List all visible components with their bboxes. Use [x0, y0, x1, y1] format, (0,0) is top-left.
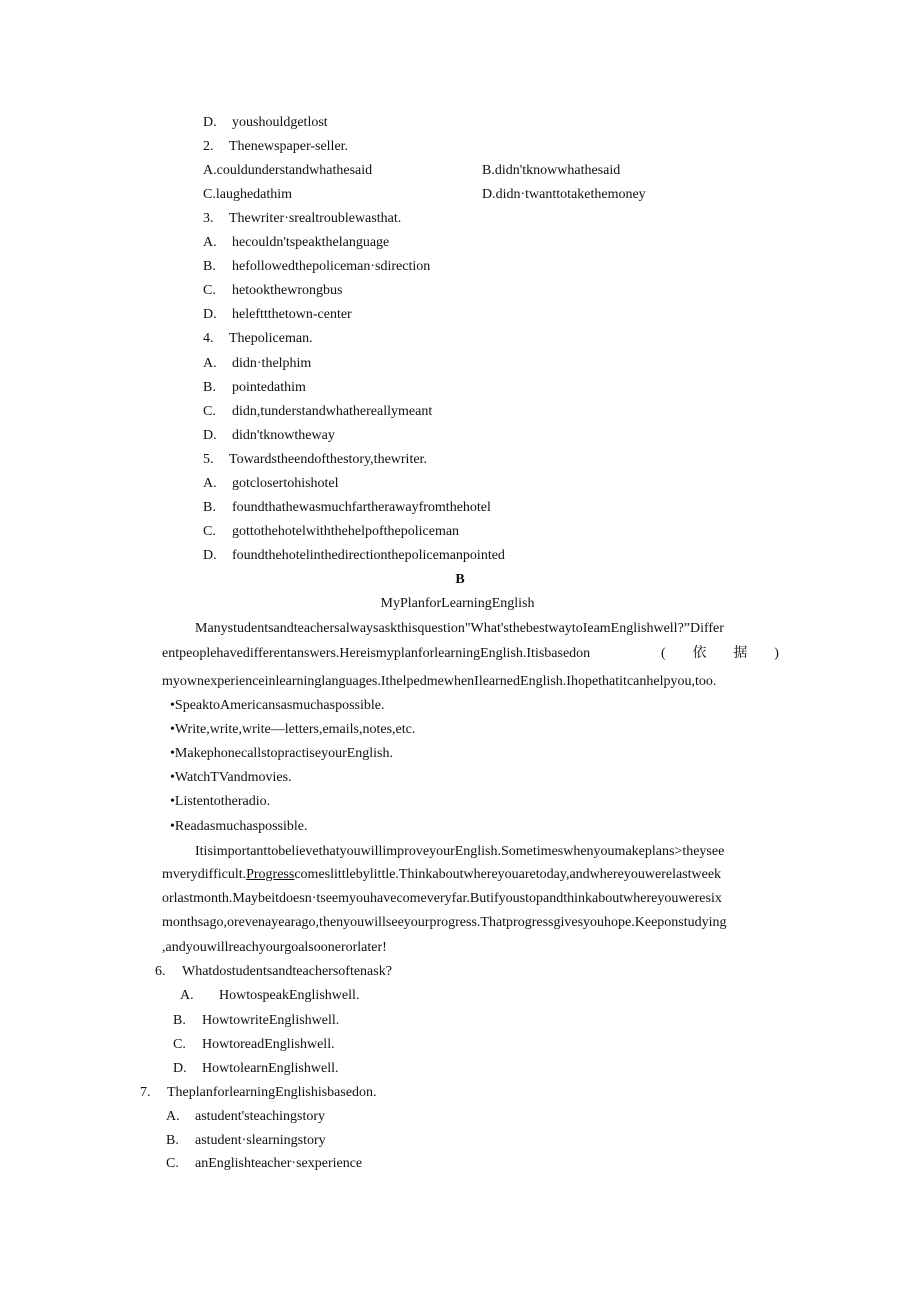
option-letter: D. [203, 307, 217, 322]
option-letter: D. [203, 115, 217, 130]
option-text: HowtospeakEnglishwell. [219, 988, 360, 1003]
bullet-item: •MakephonecallstopractiseyourEnglish. [170, 746, 394, 761]
question-number: 5. [203, 452, 214, 467]
option-text: didn·thelphim [232, 356, 312, 371]
question-text: Thewriter·srealtroublewasthat. [229, 211, 402, 226]
q3-option-d [203, 306, 352, 324]
bullet-item: •Listentotheradio. [170, 794, 271, 809]
q3-option-b [203, 258, 430, 276]
paragraph-line: myownexperienceinlearninglanguages.IthelpedmewhenIlearnedEnglish.Ihopethatitcanhelpyou,too. [162, 674, 717, 689]
option-letter: C. [203, 283, 216, 298]
question-text: Whatdostudentsandteachersoftenask? [182, 964, 392, 979]
q7-option-a [166, 1108, 325, 1126]
option-letter: B. [203, 380, 216, 395]
q2-option-a: A.couldunderstandwhathesaid [203, 163, 373, 178]
bullet-item: •SpeaktoAmericansasmuchaspossible. [170, 698, 385, 713]
text-run: comeslittlebylittle.Thinkaboutwhereyouaretoday,andwhereyouwerelastweek [294, 867, 722, 882]
option-text: hetookthewrongbus [232, 283, 343, 298]
option-text: hefollowedthepoliceman·sdirection [232, 259, 431, 274]
option-text: didn,tunderstandwhathereallymeant [232, 404, 433, 419]
paragraph-line: monthsago,orevenayearago,thenyouwillseeyourprogress.Thatprogressgivesyouhope.Keeponstudying [162, 915, 727, 930]
q4-stem [203, 330, 313, 348]
bullet-item: •Write,write,write—letters,emails,notes,etc. [170, 722, 416, 737]
q5-option-a [203, 475, 339, 493]
q6-option-d [173, 1060, 338, 1078]
option-text: gottothehotelwiththehelpofthepoliceman [232, 524, 460, 539]
q4-option-a [203, 355, 311, 373]
q4-option-d [203, 427, 335, 445]
paragraph-line: Manystudentsandteachersalwaysaskthisquestion"What'sthebestwaytoIeamEnglishwell?”Differ [195, 621, 724, 636]
option-letter: C. [166, 1156, 179, 1171]
section-heading: B [455, 572, 465, 587]
bullet-item: •WatchTVandmovies. [170, 770, 292, 785]
q5-option-d [203, 547, 505, 565]
annotation-close-paren: ) [774, 646, 779, 661]
passage-title: MyPlanforLearningEnglish [380, 596, 535, 611]
q2-option-c: C.laughedathim [203, 187, 293, 202]
bullet-item: •Readasmuchaspossible. [170, 819, 308, 834]
option-letter: B. [166, 1133, 179, 1148]
q2-option-d: D.didn·twanttotakethemoney [482, 187, 646, 202]
option-text: foundthathewasmuchfartherawayfromthehotel [232, 500, 491, 515]
question-number: 3. [203, 211, 214, 226]
option-text: HowtowriteEnglishwell. [202, 1013, 340, 1028]
option-letter: D. [203, 548, 217, 563]
q7-option-b [166, 1132, 326, 1150]
q1-option-d [203, 114, 328, 132]
option-text: pointedathim [232, 380, 306, 395]
question-text: Towardstheendofthestory,thewriter. [229, 452, 427, 467]
question-number: 2. [203, 139, 214, 154]
option-letter: C. [173, 1037, 186, 1052]
option-text: astudent·slearningstory [195, 1133, 326, 1148]
q6-option-c [173, 1036, 335, 1054]
option-letter: A. [203, 235, 217, 250]
option-letter: D. [173, 1061, 187, 1076]
paragraph-line: ,andyouwillreachyourgoalsoonerorlater! [162, 940, 387, 955]
option-letter: D. [203, 428, 217, 443]
paragraph-line: orlastmonth.Maybeitdoesn·tseemyouhavecomeveryfar.Butifyoustopandthinkaboutwhereyouweresix [162, 891, 722, 906]
option-text: HowtoreadEnglishwell. [202, 1037, 335, 1052]
option-letter: A. [203, 476, 217, 491]
option-text: youshouldgetlost [232, 115, 328, 130]
option-letter: B. [173, 1013, 186, 1028]
text-run: mverydifficult. [162, 867, 247, 882]
underlined-word: Progress [246, 867, 295, 882]
q2-option-b: B.didn'tknowwhathesaid [482, 163, 621, 178]
option-letter: A. [166, 1109, 180, 1124]
option-letter: C. [203, 524, 216, 539]
option-text: astudent'steachingstory [195, 1109, 326, 1124]
option-text: didn'tknowtheway [232, 428, 335, 443]
q6-stem [155, 963, 392, 981]
option-text: hecouldn'tspeakthelanguage [232, 235, 390, 250]
question-number: 7. [140, 1085, 151, 1100]
q3-option-a [203, 234, 389, 252]
q2-stem [203, 138, 348, 156]
q4-option-b [203, 379, 306, 397]
option-letter: B. [203, 500, 216, 515]
paragraph-line: ItisimportanttobelievethatyouwillimproveyourEnglish.Sometimeswhenyoumakeplans>theysee [195, 844, 725, 859]
question-text: Thepoliceman. [229, 331, 313, 346]
q6-option-a [180, 987, 359, 1005]
option-text: foundthehotelinthedirectionthepolicemanpointed [232, 548, 505, 563]
question-number: 6. [155, 964, 166, 979]
option-text: helefttthetown-center [232, 307, 352, 322]
annotation-open-paren: ( [661, 646, 666, 661]
question-text: TheplanforlearningEnglishisbasedon. [167, 1085, 377, 1100]
option-letter: A. [180, 988, 194, 1003]
paragraph-line: entpeoplehavedifferentanswers.HereismyplanforlearningEnglish.Itisbasedon [162, 646, 591, 661]
option-letter: B. [203, 259, 216, 274]
q7-stem [140, 1084, 377, 1102]
q5-option-c [203, 523, 459, 541]
q7-option-c [166, 1155, 362, 1173]
option-text: anEnglishteacher·sexperience [195, 1156, 363, 1171]
option-letter: A. [203, 356, 217, 371]
q5-stem [203, 451, 427, 469]
q5-option-b [203, 499, 491, 517]
q4-option-c [203, 403, 432, 421]
paragraph-line [162, 866, 721, 884]
question-text: Thenewspaper-seller. [229, 139, 349, 154]
q3-option-c [203, 282, 342, 300]
option-letter: C. [203, 404, 216, 419]
annotation-char: 据 [733, 646, 748, 661]
q6-option-b [173, 1012, 339, 1030]
option-text: gotclosertohishotel [232, 476, 339, 491]
annotation-char: 依 [692, 646, 707, 661]
chinese-annotation [661, 645, 779, 663]
option-text: HowtolearnEnglishwell. [202, 1061, 339, 1076]
q3-stem [203, 210, 401, 228]
question-number: 4. [203, 331, 214, 346]
